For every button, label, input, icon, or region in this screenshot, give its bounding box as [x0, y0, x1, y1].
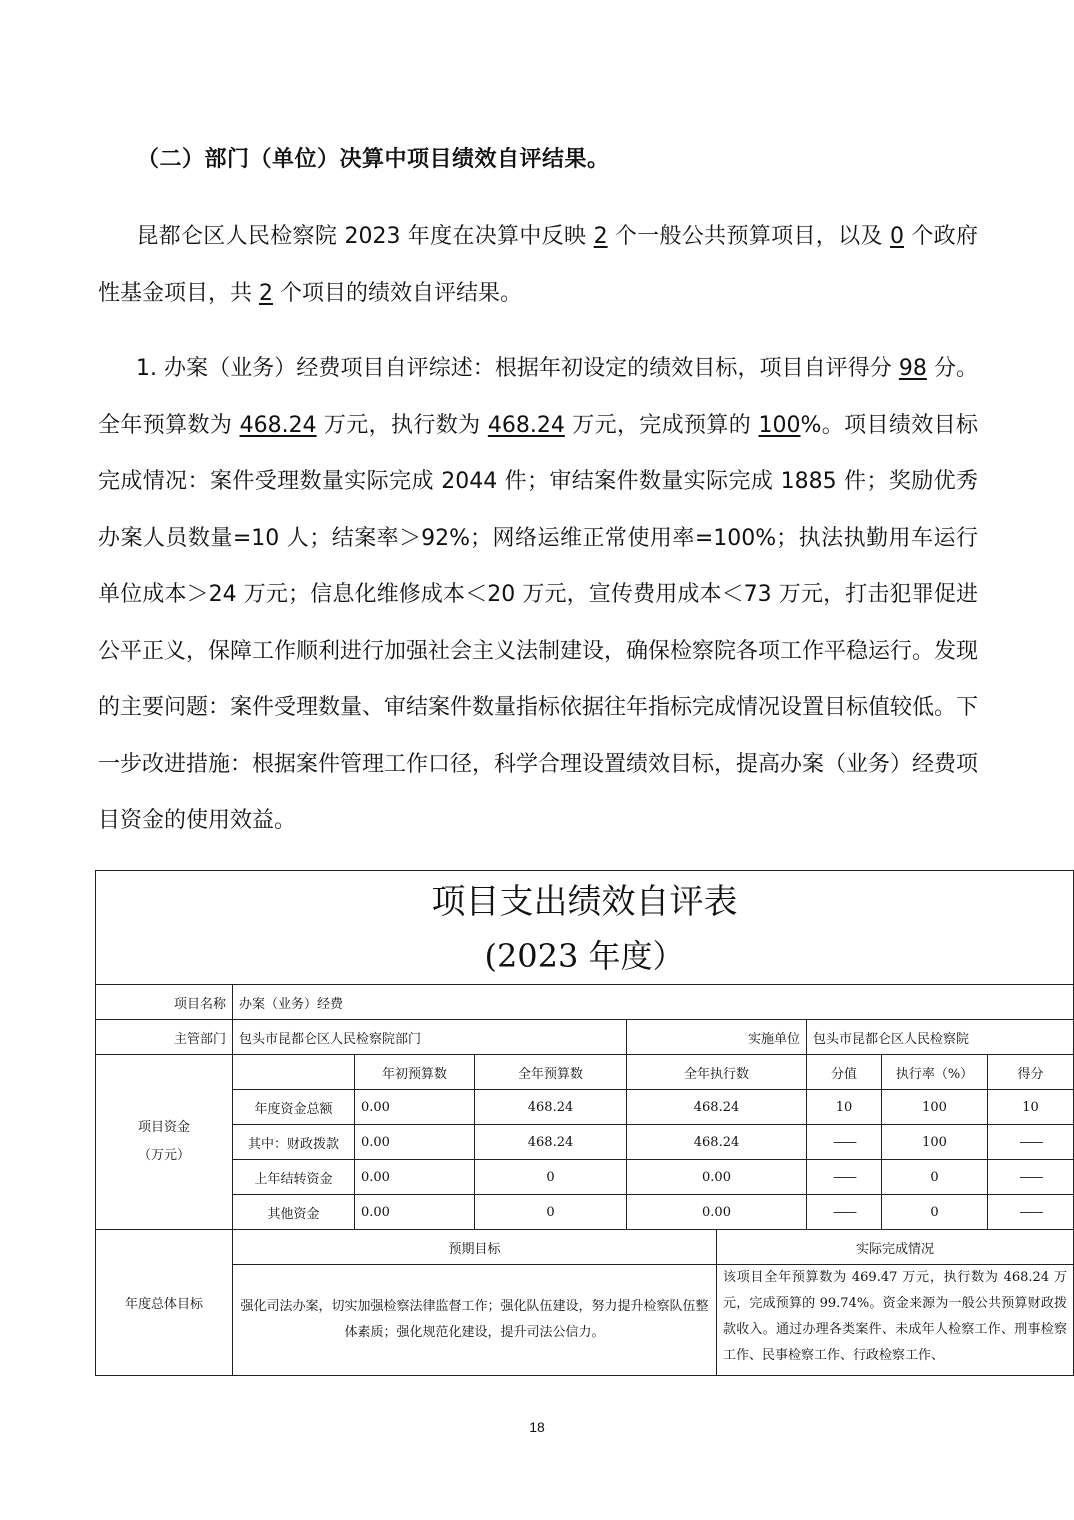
impl-label: 实施单位 — [627, 1020, 807, 1055]
actual-completion-text: 该项目全年预算数为 469.47 万元，执行数为 468.24 万元，完成预算的 99.74%。资金来源为一般公共预算财政拨款收入。通过办理各类案件、未成年人检察工作、刑事检察工作、民事检察工作、行政检察工作、 — [717, 1265, 1074, 1376]
cell-rate: 100 — [882, 1090, 988, 1125]
para1-text-4: 个项目的绩效自评结果。 — [273, 280, 522, 306]
table-row — [96, 1160, 1074, 1195]
completion-rate: 100 — [758, 412, 801, 438]
performance-self-eval-table — [95, 870, 1074, 1376]
cell-annual: 468.24 — [475, 1090, 627, 1125]
table-row — [96, 1090, 1074, 1125]
project-name-value: 办案（业务）经费 — [233, 985, 1074, 1020]
cell-score: 10 — [988, 1090, 1074, 1125]
para1-text-2: 个一般公共预算项目，以及 — [607, 224, 891, 249]
header-weight: 分值 — [807, 1055, 882, 1090]
total-project-count: 2 — [259, 280, 273, 306]
para2-text-5: %。项目绩效目标完成情况：案件受理数量实际完成 2044 件；审结案件数量实际完成 1885 件；奖励优秀办案人员数量=10 人；结案率＞92%；网络运维正常使用率=100%；执法执勤用车运行单位成本＞24 万元；信息化维修成本＜20 万元，宣传费用成本＜73 万元，打击犯罪促进公平正义，保障工作顺利进行加强社会主义法制建设，确保检察院各项工作平稳运行。发现的主要问题：案件受理数量、审结案件数量指标依据往年指标完成情况设置目标值较低。下一步改进措施：根据案件管理工作口径，科学合理设置绩效目标，提高办案（业务）经费项目资金的使用效益。 — [98, 412, 979, 833]
cell-executed: 0.00 — [627, 1160, 807, 1195]
cell-weight: —— — [807, 1195, 882, 1230]
cell-executed: 468.24 — [627, 1125, 807, 1160]
header-initial: 年初预算数 — [355, 1055, 475, 1090]
cell-annual: 0 — [475, 1160, 627, 1195]
row-label: 其他资金 — [233, 1195, 355, 1230]
para2-text-4: 万元，完成预算的 — [564, 412, 759, 438]
para1-text-1: 昆都仑区人民检察院 2023 年度在决算中反映 — [136, 224, 594, 249]
expected-goal-text: 强化司法办案，切实加强检察法律监督工作；强化队伍建设，努力提升检察队伍整体素质；强化规范化建设，提升司法公信力。 — [233, 1265, 717, 1376]
actual-completion-header: 实际完成情况 — [717, 1230, 1074, 1265]
funds-header-blank — [233, 1055, 355, 1090]
table-row — [96, 1195, 1074, 1230]
expected-goal-header: 预期目标 — [233, 1230, 717, 1265]
annual-goal-label: 年度总体目标 — [96, 1230, 233, 1376]
dept-label: 主管部门 — [96, 1020, 233, 1055]
cell-executed: 0.00 — [627, 1195, 807, 1230]
table-title-cell — [96, 871, 1074, 985]
project-name-label: 项目名称 — [96, 985, 233, 1020]
table-row — [96, 1125, 1074, 1160]
para1-text-3: 个政府性基金项目，共 — [98, 224, 978, 306]
project-review-paragraph — [98, 341, 978, 850]
cell-rate: 100 — [882, 1125, 988, 1160]
annual-budget: 468.24 — [239, 412, 317, 438]
cell-initial: 0.00 — [355, 1195, 475, 1230]
header-annual: 全年预算数 — [475, 1055, 627, 1090]
para2-text-1: 1. 办案（业务）经费项目自评综述：根据年初设定的绩效目标，项目自评得分 — [136, 356, 899, 381]
cell-initial: 0.00 — [355, 1090, 475, 1125]
dept-value: 包头市昆都仑区人民检察院部门 — [233, 1020, 627, 1055]
cell-weight: 10 — [807, 1090, 882, 1125]
summary-paragraph — [98, 209, 978, 322]
cell-score: —— — [988, 1160, 1074, 1195]
table-subtitle: (2023 年度） — [484, 936, 685, 975]
para2-text-3: 万元，执行数为 — [316, 412, 488, 438]
funds-label: 项目资金 — [137, 1120, 190, 1135]
cell-annual: 0 — [475, 1195, 627, 1230]
section-heading: （二）部门（单位）决算中项目绩效自评结果。 — [137, 147, 610, 172]
row-label: 其中：财政拨款 — [233, 1125, 355, 1160]
cell-initial: 0.00 — [355, 1125, 475, 1160]
header-rate: 执行率（%） — [882, 1055, 988, 1090]
cell-score: —— — [988, 1195, 1074, 1230]
cell-annual: 468.24 — [475, 1125, 627, 1160]
page-number: 18 — [529, 1419, 545, 1435]
cell-score: —— — [988, 1125, 1074, 1160]
funds-label-cell — [96, 1055, 233, 1230]
impl-value: 包头市昆都仑区人民检察院 — [807, 1020, 1074, 1055]
header-score: 得分 — [988, 1055, 1074, 1090]
self-eval-score: 98 — [898, 356, 927, 381]
row-label: 年度资金总额 — [233, 1090, 355, 1125]
cell-rate: 0 — [882, 1160, 988, 1195]
cell-initial: 0.00 — [355, 1160, 475, 1195]
table-title: 项目支出绩效自评表 — [431, 881, 738, 922]
executed-amount: 468.24 — [487, 412, 565, 438]
fund-project-count: 0 — [890, 224, 905, 249]
cell-executed: 468.24 — [627, 1090, 807, 1125]
funds-unit: （万元） — [137, 1148, 190, 1163]
cell-weight: —— — [807, 1160, 882, 1195]
para2-text-2: 分。全年预算数为 — [98, 356, 978, 438]
cell-rate: 0 — [882, 1195, 988, 1230]
cell-weight: —— — [807, 1125, 882, 1160]
row-label: 上年结转资金 — [233, 1160, 355, 1195]
general-budget-count: 2 — [593, 224, 608, 249]
header-executed: 全年执行数 — [627, 1055, 807, 1090]
